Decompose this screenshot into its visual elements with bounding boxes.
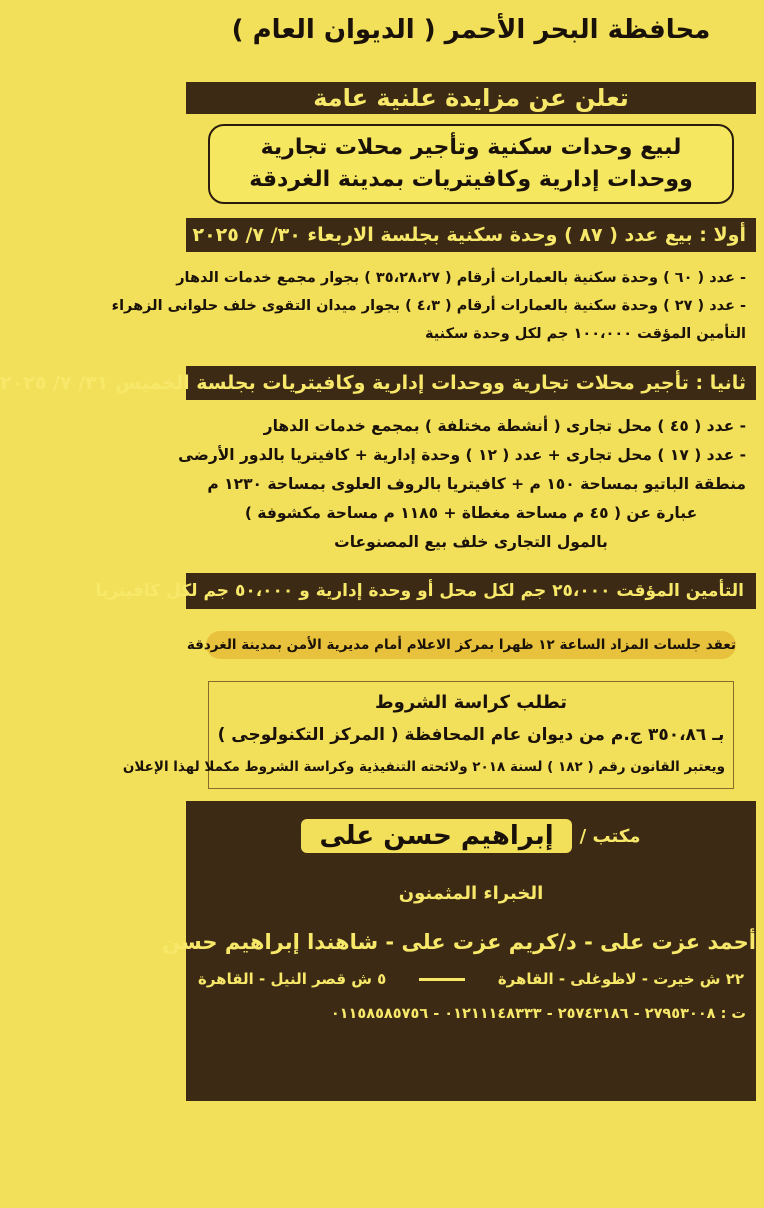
- address-right: ٢٢ ش خيرت - لاظوغلى - القاهرة: [497, 970, 744, 988]
- address-divider: [419, 978, 465, 981]
- section1-body: [111, 252, 756, 348]
- office-row: [186, 809, 756, 863]
- office-name: إبراهيم حسن على: [301, 819, 571, 853]
- section2-heading: ثانيا : تأجير محلات تجارية ووحدات إدارية وكافيتريات بجلسة الخميس ٣١/ ٧/ ٢٠٢٥: [186, 366, 756, 400]
- subject-box: [208, 124, 734, 204]
- section1-line: - عدد ( ٦٠ ) وحدة سكنية بالعمارات أرقام ( ٣٥،٢٨،٢٧ ) بجوار مجمع خدمات الدهار: [176, 270, 746, 286]
- address-row: [186, 970, 756, 988]
- subject-line-2: ووحدات إدارية وكافيتريات بمدينة الغردقة: [249, 167, 693, 192]
- terms-box: [122, 681, 734, 789]
- section2-line: عبارة عن ( ٤٥ م مساحة مغطاة + ١١٨٥ م مساحة مكشوفة ): [244, 504, 698, 522]
- phone-numbers: ت : ٢٧٩٥٣٠٠٨ - ٢٥٧٤٣١٨٦ - ٠١٢١١١٤٨٣٣٣ - ٠١١٥٨٥٨٥٧٥٦: [330, 1006, 746, 1022]
- experts-label: الخبراء المثمنون: [398, 883, 544, 904]
- office-label: مكتب /: [579, 825, 641, 847]
- terms-price: بـ ٣٥٠،٨٦ ج.م من ديوان عام المحافظة ( المركز التكنولوجى ): [217, 725, 725, 745]
- subject-line-1: لبيع وحدات سكنية وتأجير محلات تجارية: [260, 135, 682, 160]
- section1-deposit: التأمين المؤقت ١٠٠،٠٠٠ جم لكل وحدة سكنية: [424, 326, 746, 342]
- terms-law: ويعتبر القانون رقم ( ١٨٢ ) لسنة ٢٠١٨ ولائحته التنفيذية وكراسة الشروط مكملا لهذا الإعلان: [122, 759, 725, 775]
- terms-title: تطلب كراسة الشروط: [374, 692, 567, 713]
- section1-line: - عدد ( ٢٧ ) وحدة سكنية بالعمارات أرقام ( ٤،٣ ) بجوار ميدان التقوى خلف حلوانى الزهراء: [111, 298, 746, 314]
- section2-line: بالمول التجارى خلف بيع المصنوعات: [334, 533, 608, 551]
- address-left: ٥ ش قصر النيل - القاهرة: [198, 970, 387, 988]
- section2-body: [178, 400, 756, 557]
- section2-line: منطقة الباتيو بمساحة ١٥٠ م + كافيتريا بالروف العلوى بمساحة ١٢٣٠ م: [207, 475, 746, 493]
- partner-names: أحمد عزت على - د/كريم عزت على - شاهندا إبراهيم حسن: [162, 930, 756, 954]
- section2-line: - عدد ( ٤٥ ) محل تجارى ( أنشطة مختلفة ) بمجمع خدمات الدهار: [263, 417, 746, 435]
- page-title: محافظة البحر الأحمر ( الديوان العام ): [231, 15, 711, 45]
- office-footer: [162, 801, 756, 1101]
- section2-line: - عدد ( ١٧ ) محل تجارى + عدد ( ١٢ ) وحدة إدارية + كافيتريا بالدور الأرضى: [178, 446, 746, 464]
- session-notice: تعقد جلسات المزاد الساعة ١٢ ظهرا بمركز الاعلام أمام مديرية الأمن بمدينة الغردقة: [206, 631, 736, 659]
- announcement-banner: تعلن عن مزايدة علنية عامة: [186, 82, 756, 114]
- section1-heading: أولا : بيع عدد ( ٨٧ ) وحدة سكنية بجلسة الاربعاء ٣٠/ ٧/ ٢٠٢٥: [186, 218, 756, 252]
- deposit-banner: التأمين المؤقت ٢٥،٠٠٠ جم لكل محل أو وحدة إدارية و ٥٠،٠٠٠ جم لكل كافيتريا: [186, 573, 756, 609]
